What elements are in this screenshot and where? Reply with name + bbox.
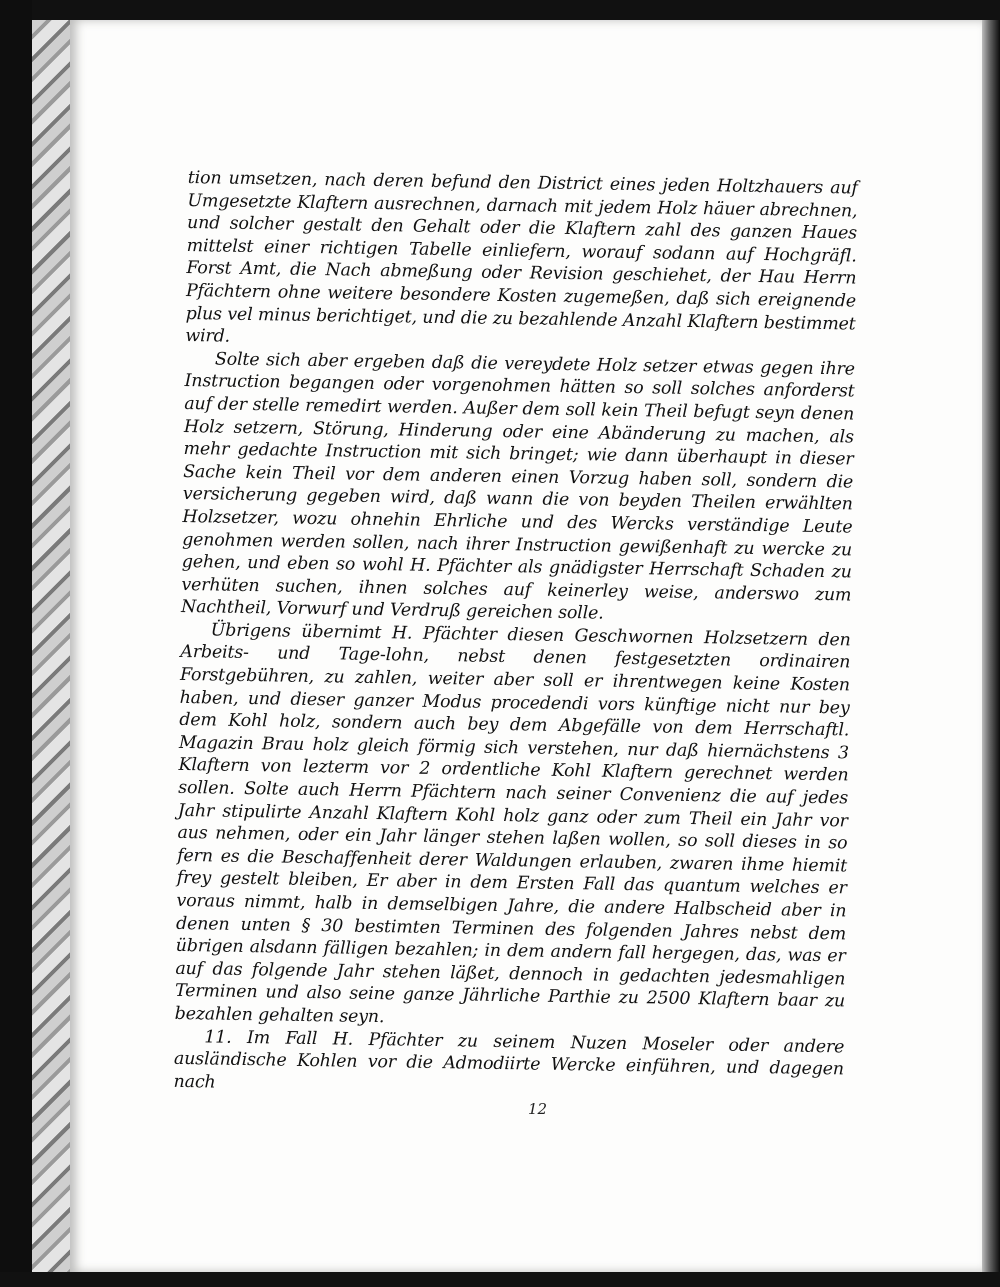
- decorative-binding-edge: [32, 20, 72, 1272]
- page-right-edge: [982, 20, 1000, 1272]
- paragraph-holzsetzer: Solte sich aber ergeben daß die vereydete Holz setzer etwas gegen ihre Instruction begangen oder vorgenohmen hätten so soll solches anforderst auf der stelle remedirt werden. Außer dem soll kein Theil befugt seyn denen Holz setzern, Störung, Hinderung oder eine Abänderung zu machen, als mehr gedachte Instruction mit sich bringet; wie dann überhaupt in dieser Sache kein Theil vor dem anderen einen Vorzug haben soll, sondern die versicherung gegeben wird, daß wann die von beyden Theilen erwählten Holzsetzer, wozu ohnehin Ehrliche und des Wercks verständige Leute genohmen werden sollen, nach ihrer Instruction gewißenhaft zu wercke zu gehen, und eben so wohl H. Pfächter als gnädigster Herrschaft Schaden zu verhüten suchen, ihnen solches auf keinerley weise, anderswo zum Nachtheil, Vorwurf und Verdruß gereichen solle.: [180, 349, 856, 624]
- paragraph-uebrigens: Übrigens übernimt H. Pfächter diesen Geschwornen Holzsetzern den Arbeits- und Tage-lohn, nebst denen festgesetzten ordinairen Forstgebühren, zu zahlen, weiter aber soll er ihrentwegen keine Kosten haben, und dieser ganzer Modus procedendi vors künftige nicht nur bey dem Kohl holz, sondern auch bey dem Abgefälle von dem Herrschaftl. Magazin Brau holz gleich förmig sich verstehen, nur daß hiernächstens 3 Klaftern von lezterm vor 2 ordentliche Kohl Klaftern gerechnet werden sollen. Solte auch Herrn Pfächtern nach seiner Convenienz die auf jedes Jahr stipulirte Anzahl Klaftern Kohl holz ganz oder zum Theil ein Jahr vor aus nehmen, oder ein Jahr länger stehen laßen wollen, so soll dieses in so fern es die Beschaffenheit derer Waldungen erlauben, zwaren ihme hiemit frey gestelt bleiben, Er aber in dem Ersten Fall das quantum welches er voraus nimmt, halb in demselbigen Jahre, die andere Halbscheid aber in denen unten § 30 bestimten Terminen des folgenden Jahres nebst dem übrigen alsdann fälligen bezahlen; in dem andern fall hergegen, das, was er auf das folgende Jahr stehen läßet, dennoch in gedachten jedesmahligen Terminen und also seine ganze Jährliche Parthie zu 2500 Klaftern baar zu bezahlen gehalten seyn.: [174, 620, 851, 1028]
- page-number: 12: [528, 1100, 548, 1118]
- scan-top-border: [0, 0, 1000, 20]
- scan-bottom-border: [0, 1272, 1000, 1287]
- paragraph-section-11: 11. Im Fall H. Pfächter zu seinem Nuzen Moseler oder andere ausländische Kohlen vor die Admodiirte Wercke einführen, und dagegen nach: [173, 1026, 845, 1093]
- paragraph-continuation: tion umsetzen, nach deren befund den District eines jeden Holtzhauers auf Umgesetzte Klaftern ausrechnen, darnach mit jedem Holz häuer abrechnen, und solcher gestalt den Gehalt oder die Klaftern zahl des ganzen Haues mittelst einer richtigen Tabelle einliefern, worauf sodann auf Hochgräfl. Forst Amt, die Nach abmeßung oder Revision geschiehet, der Hau Herrn Pfächtern ohne weitere besondere Kosten zugemeßen, daß sich ereignende plus vel minus berichtiget, und die zu bezahlende Anzahl Klaftern bestimmet wird.: [185, 167, 858, 347]
- book-spine: [0, 0, 32, 1287]
- body-text: [173, 167, 857, 1104]
